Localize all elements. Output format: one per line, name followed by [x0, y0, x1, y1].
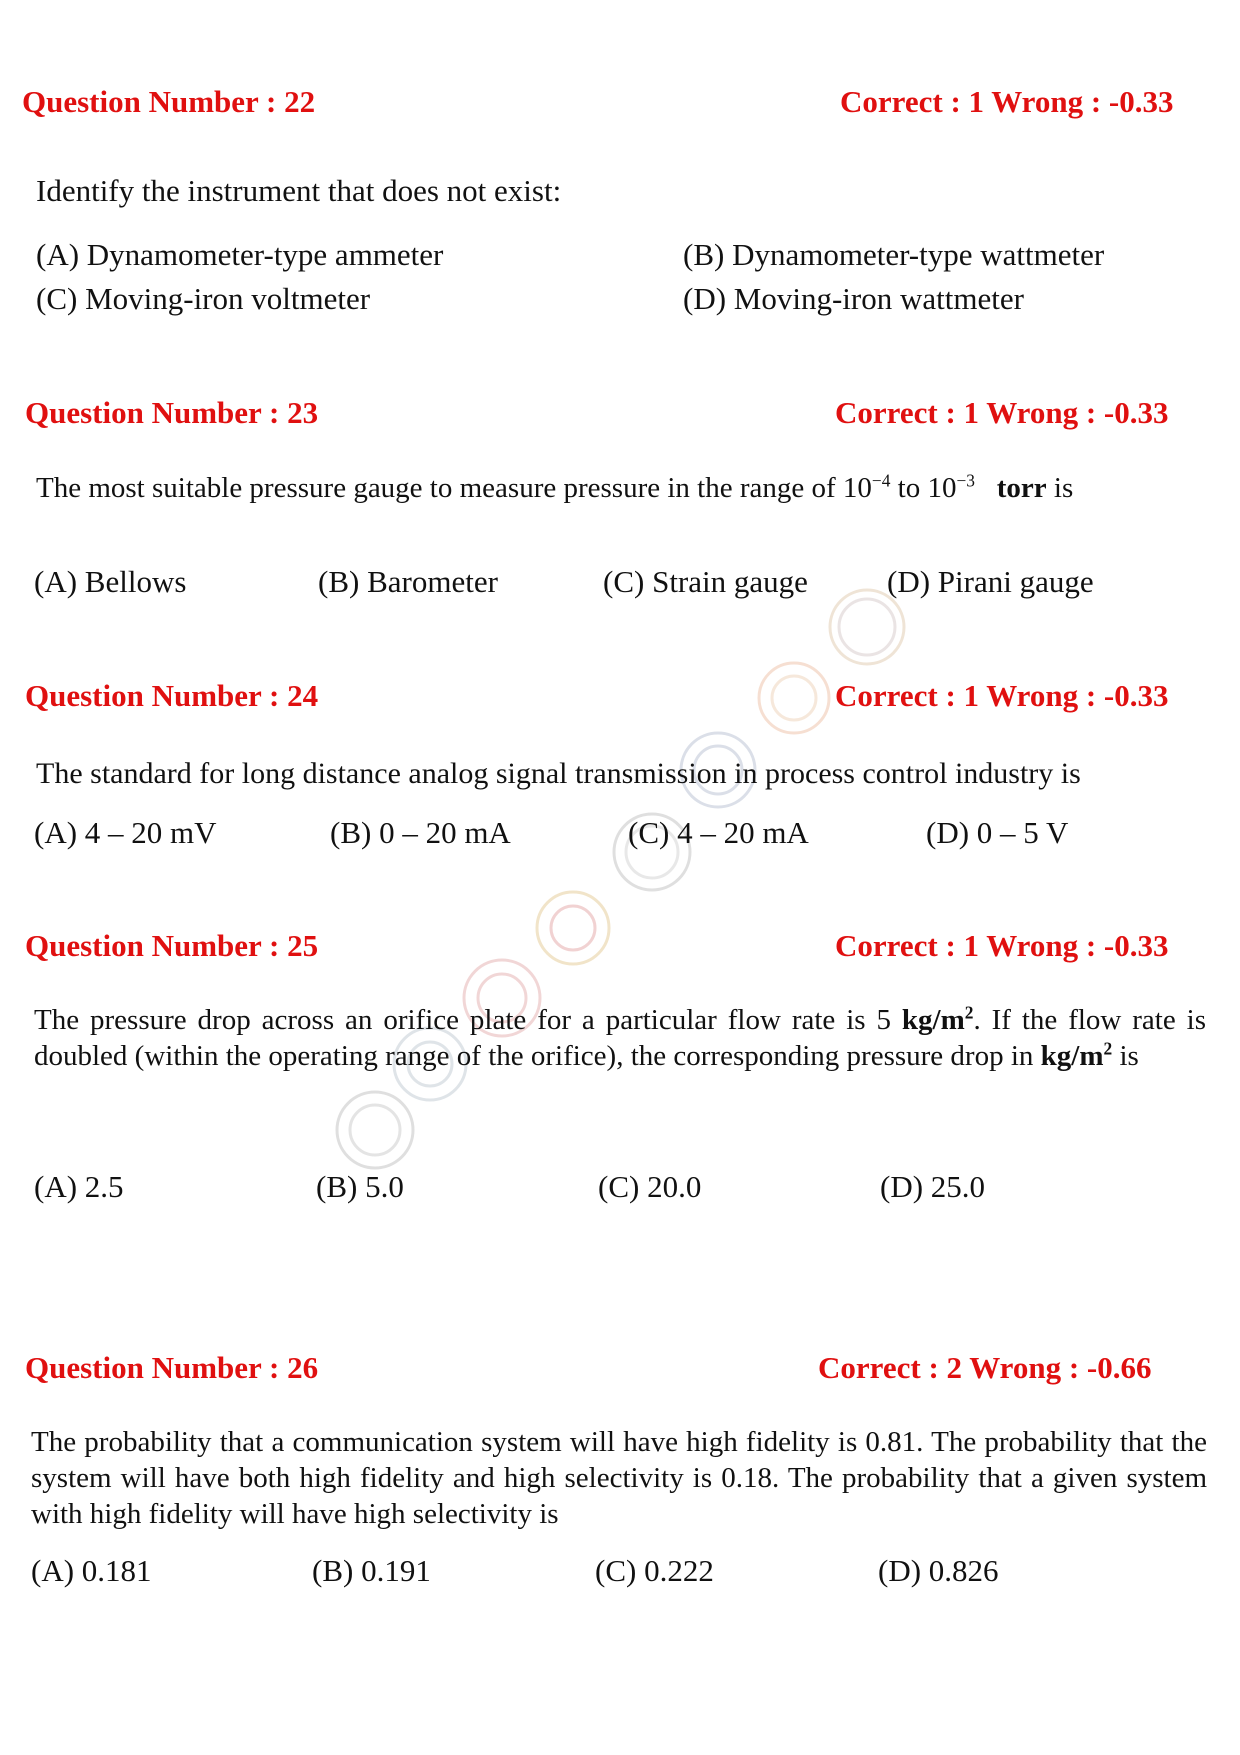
question-24-stem: The standard for long distance analog signal transmission in process control industry is — [36, 757, 1081, 790]
question-23-option-a: (A) Bellows — [34, 564, 187, 599]
question-25-option-d: (D) 25.0 — [880, 1169, 986, 1204]
question-25-option-c: (C) 20.0 — [598, 1169, 702, 1204]
question-24-option-b: (B) 0 – 20 mA — [330, 815, 511, 850]
question-26-option-b: (B) 0.191 — [312, 1553, 431, 1588]
question-26-option-c: (C) 0.222 — [595, 1553, 714, 1588]
question-26-option-d: (D) 0.826 — [878, 1553, 999, 1588]
question-25-stem: The pressure drop across an orifice plate for a particular flow rate is 5 $kg/m^2$. If the flow rate is doubled (within the operating range of the orifice), the corresponding pressure drop in $kg/m^2$ is — [34, 1002, 1206, 1072]
question-26-stem: The probability that a communication system will have high fidelity is 0.81. The probability that the system will have both high fidelity and high selectivity is 0.18. The probability that a given system with high fidelity will have high selectivity is — [31, 1426, 1207, 1530]
question-24-option-c: (C) 4 – 20 mA — [628, 815, 809, 850]
question-22-option-c: (C) Moving-iron voltmeter — [36, 281, 371, 316]
question-26-header: Question Number : 26 — [25, 1350, 319, 1385]
question-22-header: Question Number : 22 — [22, 84, 316, 119]
question-24-header: Question Number : 24 — [25, 678, 319, 713]
question-23-header: Question Number : 23 — [25, 395, 319, 430]
question-22-option-a: (A) Dynamometer-type ammeter — [36, 237, 444, 272]
question-25-header: Question Number : 25 — [25, 928, 319, 963]
question-23-marks: Correct : 1 Wrong : -0.33 — [835, 395, 1169, 430]
question-22-option-d: (D) Moving-iron wattmeter — [683, 281, 1024, 316]
question-25-option-b: (B) 5.0 — [316, 1169, 404, 1204]
question-24-marks: Correct : 1 Wrong : -0.33 — [835, 678, 1169, 713]
question-26-marks: Correct : 2 Wrong : -0.66 — [818, 1350, 1152, 1385]
question-22-option-b: (B) Dynamometer-type wattmeter — [683, 237, 1105, 272]
question-24-option-d: (D) 0 – 5 V — [926, 815, 1069, 850]
question-25-marks: Correct : 1 Wrong : -0.33 — [835, 928, 1169, 963]
question-22-stem: Identify the instrument that does not exist: — [36, 173, 562, 208]
question-23-option-c: (C) Strain gauge — [603, 564, 808, 599]
question-23-stem: The most suitable pressure gauge to measure pressure in the range of $10^{-4}$ to $10^{-3}$ torr is — [36, 470, 1074, 504]
question-23-option-d: (D) Pirani gauge — [887, 564, 1094, 599]
question-23-option-b: (B) Barometer — [318, 564, 498, 599]
question-24-option-a: (A) 4 – 20 mV — [34, 815, 217, 850]
question-26-option-a: (A) 0.181 — [31, 1553, 152, 1588]
question-25-option-a: (A) 2.5 — [34, 1169, 124, 1204]
question-22-marks: Correct : 1 Wrong : -0.33 — [840, 84, 1174, 119]
